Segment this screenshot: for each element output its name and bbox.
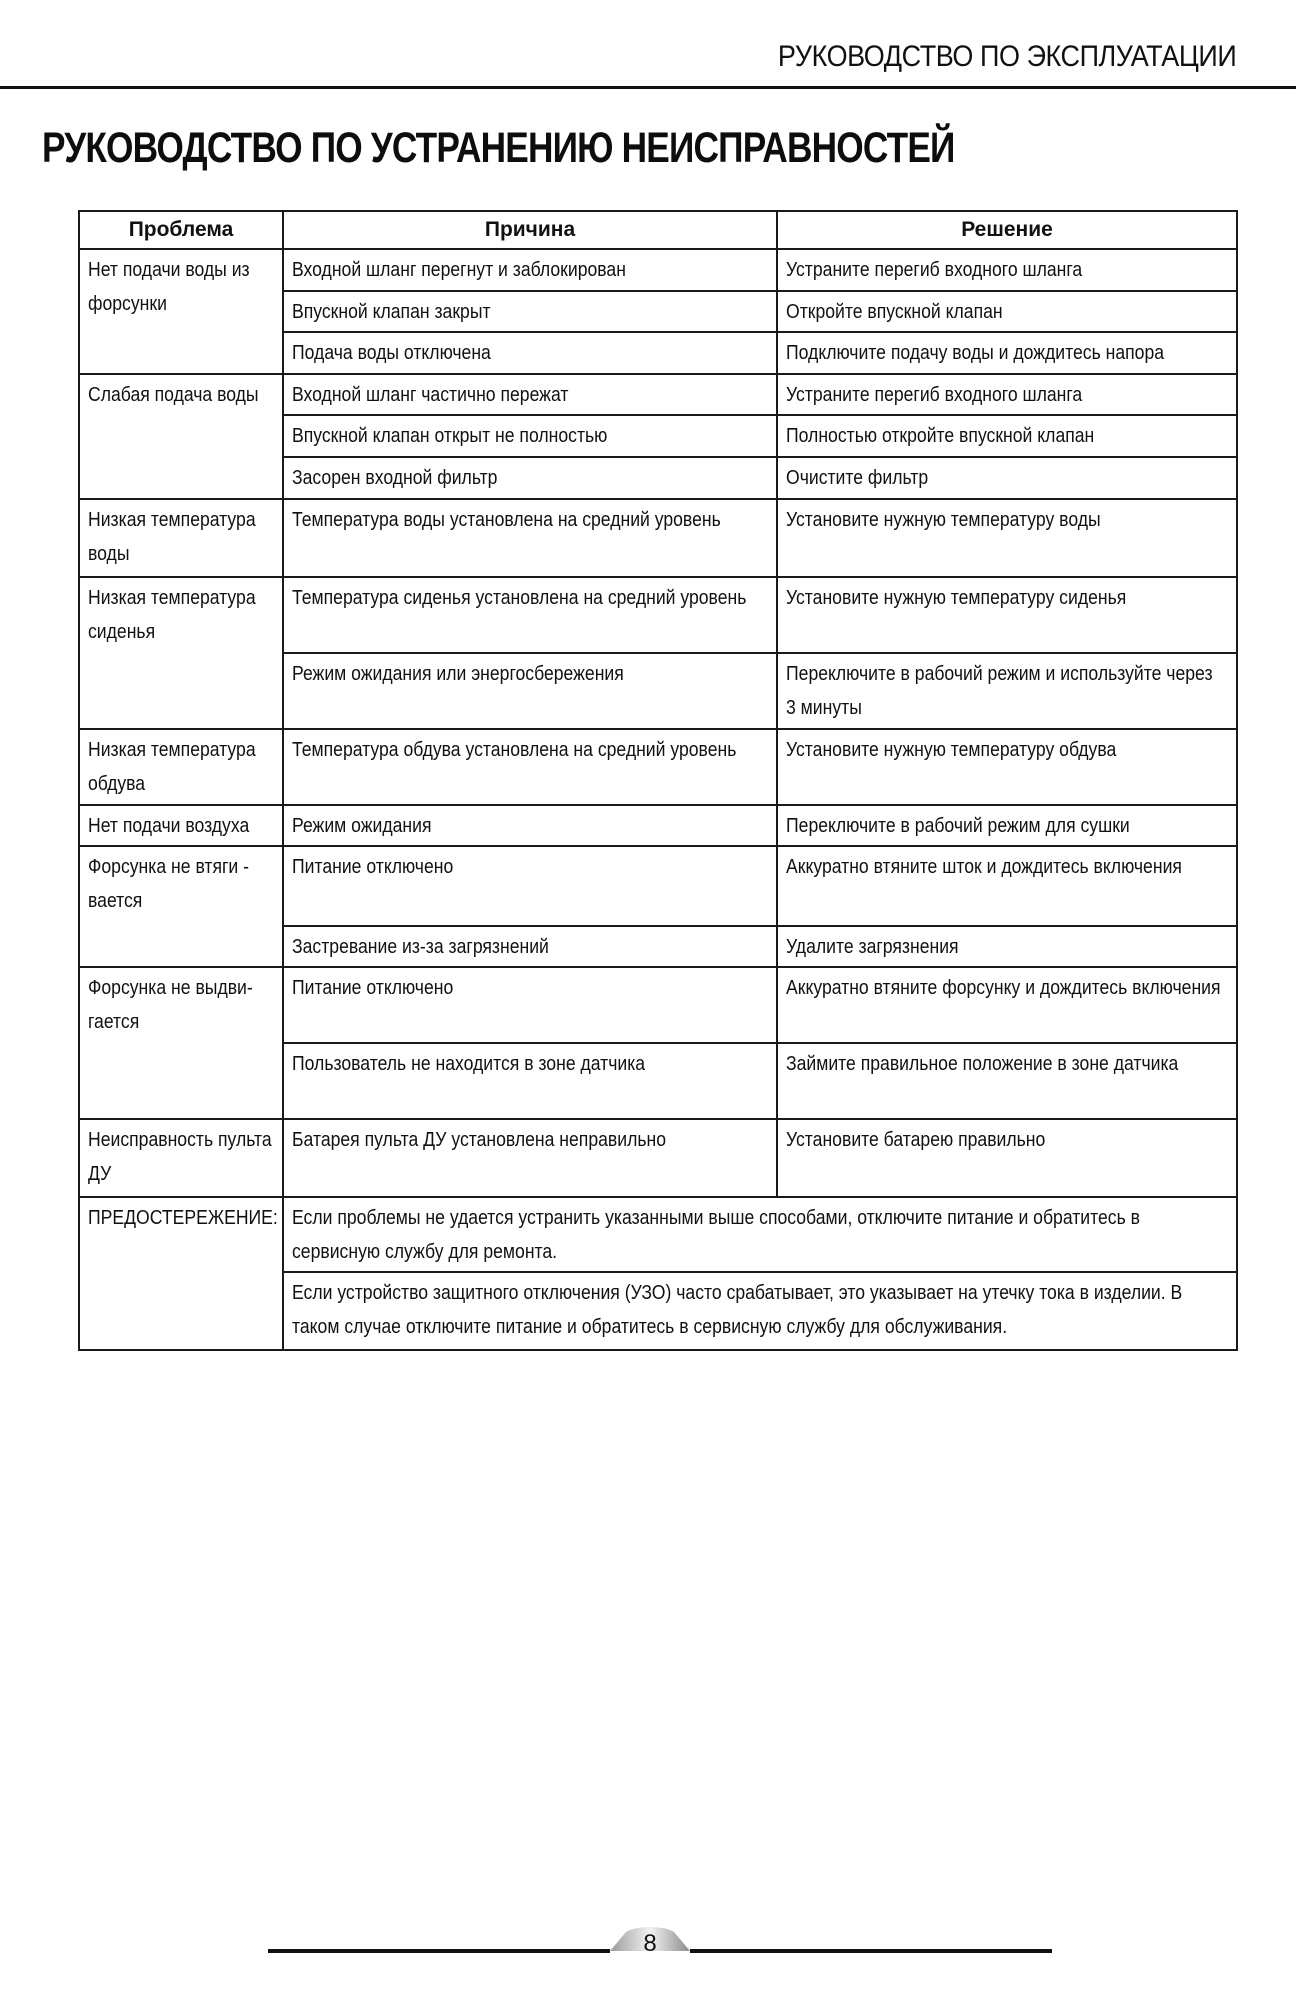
cause-cell [283,805,777,846]
cause-text: Температура обдува установлена на средний уровень [292,739,737,761]
column-header-cause [283,211,777,249]
column-header-label: Причина [484,218,576,241]
solution-text: Аккуратно втяните форсунку и дождитесь включения [786,977,1221,999]
cause-cell [283,249,777,291]
cause-text: Режим ожидания или энергосбережения [292,663,624,685]
header-divider [0,86,1296,89]
table-row [79,967,1237,1043]
cause-cell [283,967,777,1043]
solution-text: Займите правильное положение в зоне датчика [786,1053,1179,1075]
problem-cell [79,374,283,499]
cause-text: Батарея пульта ДУ установлена неправильно [292,1129,667,1151]
solution-cell [777,577,1237,653]
problem-cell [79,805,283,846]
caution-note-cell [283,1197,1237,1272]
table-row [79,1119,1237,1197]
solution-text: Установите нужную температуру обдува [786,739,1117,761]
cause-cell [283,291,777,332]
table-row [79,577,1237,653]
problem-text: Нет подачи воды из форсунки [88,259,250,315]
caution-note: Если проблемы не удается устранить указанными выше способами, отключите питание и обратитесь в сервисную службу для ремонта. [292,1207,1140,1263]
solution-text: Установите нужную температуру сиденья [786,587,1127,609]
cause-cell [283,1043,777,1119]
running-header-title: РУКОВОДСТВО ПО ЭКСПЛУАТАЦИИ [777,40,1236,73]
solution-text: Переключите в рабочий режим и используйте через 3 минуты [786,663,1213,719]
cause-text: Температура сиденья установлена на средний уровень [292,587,747,609]
cause-text: Входной шланг перегнут и заблокирован [292,259,626,281]
caution-label-cell [79,1197,283,1350]
cause-cell [283,926,777,967]
table-row [79,846,1237,926]
problem-cell [79,249,283,374]
solution-cell [777,967,1237,1043]
cause-cell [283,499,777,577]
cause-text: Подача воды отключена [292,342,491,364]
cause-text: Питание отключено [292,977,454,999]
solution-text: Удалите загрязнения [786,936,959,958]
solution-cell [777,457,1237,499]
table-row [79,249,1237,291]
solution-text: Подключите подачу воды и дождитесь напора [786,342,1165,364]
problem-cell [79,577,283,729]
cause-text: Засорен входной фильтр [292,467,498,489]
problem-text: Низкая температура воды [88,509,256,565]
solution-cell [777,1043,1237,1119]
problem-text: Слабая подача воды [88,384,259,406]
table-header-row [79,211,1237,249]
problem-text: Форсунка не выдви- гается [88,977,253,1033]
solution-text: Откройте впускной клапан [786,301,1003,323]
problem-text: Низкая температура сиденья [88,587,256,643]
solution-text: Устраните перегиб входного шланга [786,384,1083,406]
solution-text: Полностью откройте впускной клапан [786,425,1095,447]
troubleshooting-table [78,210,1238,1351]
table-row [79,374,1237,415]
cause-text: Впускной клапан закрыт [292,301,491,323]
column-header-label: Проблема [128,218,234,241]
cause-cell [283,1119,777,1197]
cause-text: Впускной клапан открыт не полностью [292,425,608,447]
solution-cell [777,332,1237,374]
problem-cell [79,846,283,967]
problem-cell [79,1119,283,1197]
footer-rule-left [268,1949,610,1953]
solution-text: Переключите в рабочий режим для сушки [786,815,1130,837]
solution-cell [777,249,1237,291]
footer-rule-right [690,1949,1052,1953]
column-header-problem [79,211,283,249]
solution-cell [777,415,1237,457]
cause-text: Пользователь не находится в зоне датчика [292,1053,646,1075]
table-row [79,805,1237,846]
column-header-label: Решение [961,218,1053,241]
solution-cell [777,926,1237,967]
solution-text: Аккуратно втяните шток и дождитесь включения [786,856,1182,878]
solution-cell [777,805,1237,846]
cause-cell [283,457,777,499]
problem-cell [79,729,283,805]
cause-text: Режим ожидания [292,815,432,837]
cause-cell [283,729,777,805]
caution-row [79,1197,1237,1272]
solution-cell [777,499,1237,577]
page-title: РУКОВОДСТВО ПО УСТРАНЕНИЮ НЕИСПРАВНОСТЕЙ [42,124,955,172]
problem-text: Неисправность пульта ДУ [88,1129,272,1185]
solution-text: Установите батарею правильно [786,1129,1046,1151]
solution-cell [777,653,1237,729]
problem-cell [79,967,283,1119]
solution-text: Очистите фильтр [786,467,929,489]
cause-text: Питание отключено [292,856,454,878]
cause-cell [283,846,777,926]
cause-text: Застревание из-за загрязнений [292,936,549,958]
solution-cell [777,1119,1237,1197]
page-number-badge [610,1926,690,1960]
problem-text: Форсунка не втяги - вается [88,856,249,912]
problem-text: Низкая температура обдува [88,739,256,795]
cause-cell [283,332,777,374]
table-row [79,499,1237,577]
solution-text: Устраните перегиб входного шланга [786,259,1083,281]
solution-cell [777,374,1237,415]
caution-note: Если устройство защитного отключения (УЗО) часто срабатывает, это указывает на утечку тока в изделии. В таком случае отключите питание и обратитесь в сервисную службу для обслуживания. [292,1282,1183,1338]
solution-cell [777,846,1237,926]
cause-text: Температура воды установлена на средний уровень [292,509,721,531]
caution-label: ПРЕДОСТЕРЕЖЕНИЕ: [88,1207,278,1229]
solution-text: Установите нужную температуру воды [786,509,1101,531]
cause-cell [283,415,777,457]
table-row [79,729,1237,805]
solution-cell [777,729,1237,805]
cause-cell [283,374,777,415]
solution-cell [777,291,1237,332]
cause-text: Входной шланг частично пережат [292,384,569,406]
problem-text: Нет подачи воздуха [88,815,250,837]
caution-note-cell [283,1272,1237,1350]
problem-cell [79,499,283,577]
page-number: 8 [643,1930,657,1957]
cause-cell [283,577,777,653]
cause-cell [283,653,777,729]
column-header-solution [777,211,1237,249]
